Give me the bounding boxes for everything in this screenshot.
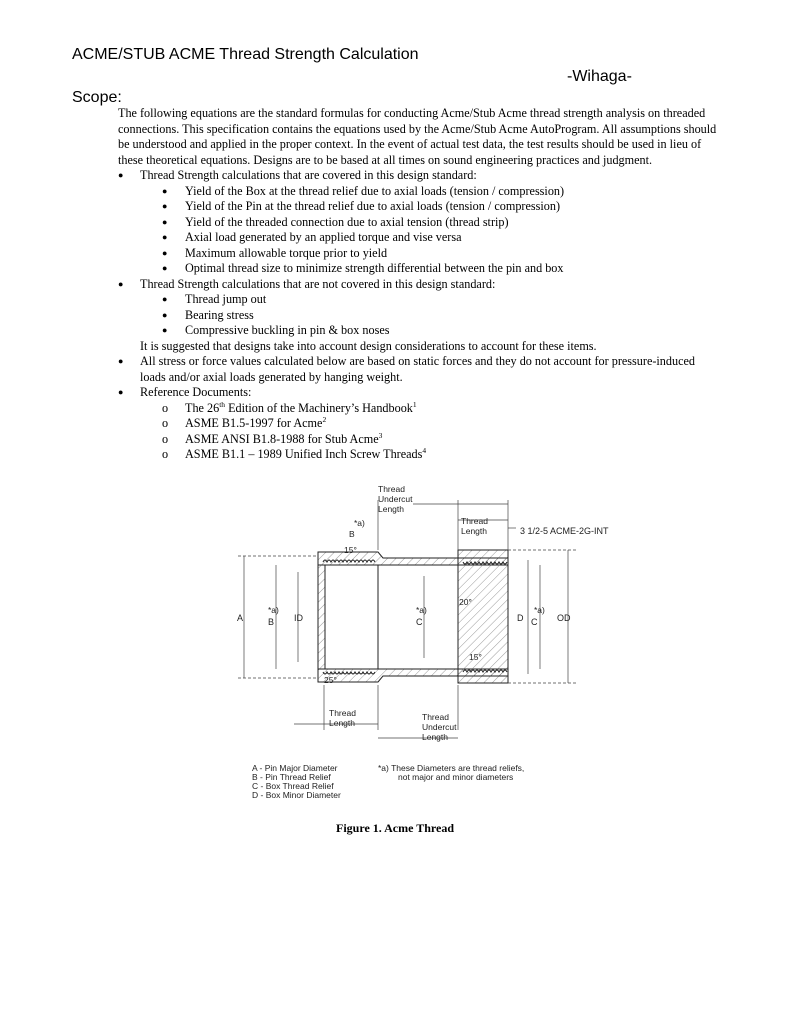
- not-covered-list: [140, 292, 720, 339]
- angle-20: 20°: [459, 597, 472, 607]
- callout-undercut-top-1: Thread: [378, 484, 405, 494]
- not-covered-item: [162, 323, 720, 339]
- not-covered-text: Bearing stress: [185, 307, 254, 322]
- dim-c-mid-note: *a): [416, 605, 427, 615]
- bullet-icon: ●: [162, 309, 168, 320]
- reference-text: The 26: [185, 400, 220, 415]
- bullet-not-covered: [118, 277, 720, 355]
- covered-text: Axial load generated by an applied torque and vise versa: [185, 230, 462, 244]
- dim-d-label: D: [517, 613, 524, 623]
- label-b-top: B: [349, 529, 355, 539]
- footnote-marker: 3: [378, 430, 383, 440]
- angle-25: 25°: [324, 675, 337, 685]
- dim-id-label: ID: [294, 613, 303, 623]
- angle-15-top: 15°: [344, 545, 357, 555]
- document-title: ACME/STUB ACME Thread Strength Calculation: [72, 46, 419, 63]
- callout-undercut-bottom-1: Thread: [422, 712, 449, 722]
- bullet-icon: o: [162, 400, 169, 415]
- reference-text: ASME B1.1 – 1989 Unified Inch Screw Threads: [185, 447, 423, 461]
- suggestion-text: It is suggested that designs take into account design considerations to account for these items.: [140, 338, 597, 353]
- reference-ordinal: th: [219, 399, 226, 409]
- reference-text-rest: Edition of the Machinery’s Handbook: [225, 400, 413, 415]
- bullet-icon: ●: [162, 216, 168, 227]
- callout-undercut-top-2: Undercut: [378, 494, 413, 504]
- dim-od-label: OD: [557, 613, 571, 623]
- covered-text: Yield of the Box at the thread relief due to axial loads (tension / compression): [185, 183, 565, 198]
- bullet-icon: ●: [162, 325, 168, 335]
- bullet-icon: ●: [162, 247, 168, 258]
- intro-paragraph: The following equations are the standard formulas for conducting Acme/Stub Acme thread strength analysis on threaded connections. This specification contains the equations used by the Acme/Stub Acme AutoProgram. All assumptions should be understood and applied in the proper context. In the event of actual test data, the test results should be used in lieu of these theoretical equations. Designs are to be based at all times on sound engineering practices and judgment.: [118, 106, 717, 167]
- callout-length-bottom-2: Length: [329, 718, 355, 728]
- not-covered-heading: Thread Strength calculations that are not covered in this design standard:: [140, 276, 496, 291]
- angle-15-bottom: 15°: [469, 652, 482, 662]
- covered-item: [162, 184, 720, 200]
- callout-undercut-bottom-3: Length: [422, 732, 448, 742]
- callout-undercut-top-3: Length: [378, 504, 404, 514]
- bullet-icon: ●: [118, 278, 124, 289]
- bullet-covered: [118, 168, 720, 277]
- covered-text: Yield of the threaded connection due to axial tension (thread strip): [185, 214, 509, 229]
- note-line-1: *a) These Diameters are thread reliefs,: [378, 763, 525, 773]
- reference-heading: Reference Documents:: [140, 385, 252, 399]
- not-covered-text: Thread jump out: [185, 292, 267, 306]
- bullet-icon: ●: [118, 356, 124, 366]
- bullet-icon: ●: [118, 387, 124, 397]
- bullet-icon: o: [162, 431, 169, 446]
- covered-text: Maximum allowable torque prior to yield: [185, 245, 388, 260]
- legend-c: C - Box Thread Relief: [252, 781, 334, 791]
- legend-d: D - Box Minor Diameter: [252, 790, 341, 800]
- bullet-icon: ●: [162, 294, 168, 304]
- reference-item: [162, 447, 720, 463]
- covered-item: [162, 215, 720, 231]
- covered-item: [162, 261, 720, 277]
- reference-item: [162, 416, 720, 432]
- thread-spec-label: 3 1/2-5 ACME-2G-INT: [520, 526, 609, 536]
- dim-c-right-note: *a): [534, 605, 545, 615]
- covered-list: [140, 184, 720, 277]
- body-text: [118, 106, 720, 463]
- bullet-icon: ●: [162, 201, 168, 211]
- not-covered-item: [162, 308, 720, 324]
- static-note-text: All stress or force values calculated below are based on static forces and they do not account for pressure-induced loads and/or axial loads generated by hanging weight.: [140, 354, 695, 384]
- bullet-references: [118, 385, 720, 463]
- callout-length-top-1: Thread: [461, 516, 488, 526]
- footnote-marker: 1: [412, 399, 417, 409]
- main-bullet-list: [118, 168, 720, 463]
- covered-text: Yield of the Pin at the thread relief due to axial loads (tension / compression): [185, 199, 561, 213]
- reference-text: ASME B1.5-1997 for Acme: [185, 416, 323, 430]
- footnote-marker: 2: [322, 414, 327, 424]
- label-b-top-note: *a): [354, 518, 365, 528]
- bullet-icon: ●: [162, 263, 168, 273]
- scope-heading: Scope:: [72, 89, 122, 106]
- callout-undercut-bottom-2: Undercut: [422, 722, 457, 732]
- covered-heading: Thread Strength calculations that are covered in this design standard:: [140, 168, 477, 182]
- bullet-static-note: [118, 354, 720, 385]
- part-section: [318, 550, 508, 683]
- footnote-marker: 4: [422, 445, 427, 455]
- bullet-icon: o: [162, 416, 169, 430]
- bullet-icon: o: [162, 447, 169, 461]
- covered-item: [162, 199, 720, 215]
- callout-length-top-2: Length: [461, 526, 487, 536]
- covered-item: [162, 246, 720, 262]
- dim-a-label: A: [237, 613, 244, 623]
- covered-text: Optimal thread size to minimize strength differential between the pin and box: [185, 261, 564, 275]
- reference-list: [140, 401, 720, 463]
- dim-c-right-label: C: [531, 617, 538, 627]
- not-covered-text: Compressive buckling in pin & box noses: [185, 323, 390, 337]
- dim-b-note: *a): [268, 605, 279, 615]
- bullet-icon: ●: [118, 170, 124, 180]
- figure-caption: Figure 1. Acme Thread: [336, 821, 454, 835]
- legend-a: A - Pin Major Diameter: [252, 763, 338, 773]
- bullet-icon: ●: [162, 232, 168, 242]
- reference-item: [162, 432, 720, 448]
- legend-b: B - Pin Thread Relief: [252, 772, 331, 782]
- acme-thread-figure: [228, 480, 609, 810]
- note-line-2: not major and minor diameters: [398, 772, 514, 782]
- dim-c-mid-label: C: [416, 617, 423, 627]
- reference-item: [162, 401, 720, 417]
- author-name: -Wihaga-: [567, 68, 632, 85]
- covered-item: [162, 230, 720, 246]
- callout-length-bottom-1: Thread: [329, 708, 356, 718]
- bullet-icon: ●: [162, 185, 168, 196]
- acme-thread-drawing: [228, 480, 609, 810]
- reference-text: ASME ANSI B1.8-1988 for Stub Acme: [185, 431, 379, 446]
- not-covered-item: [162, 292, 720, 308]
- dim-b-label: B: [268, 617, 275, 627]
